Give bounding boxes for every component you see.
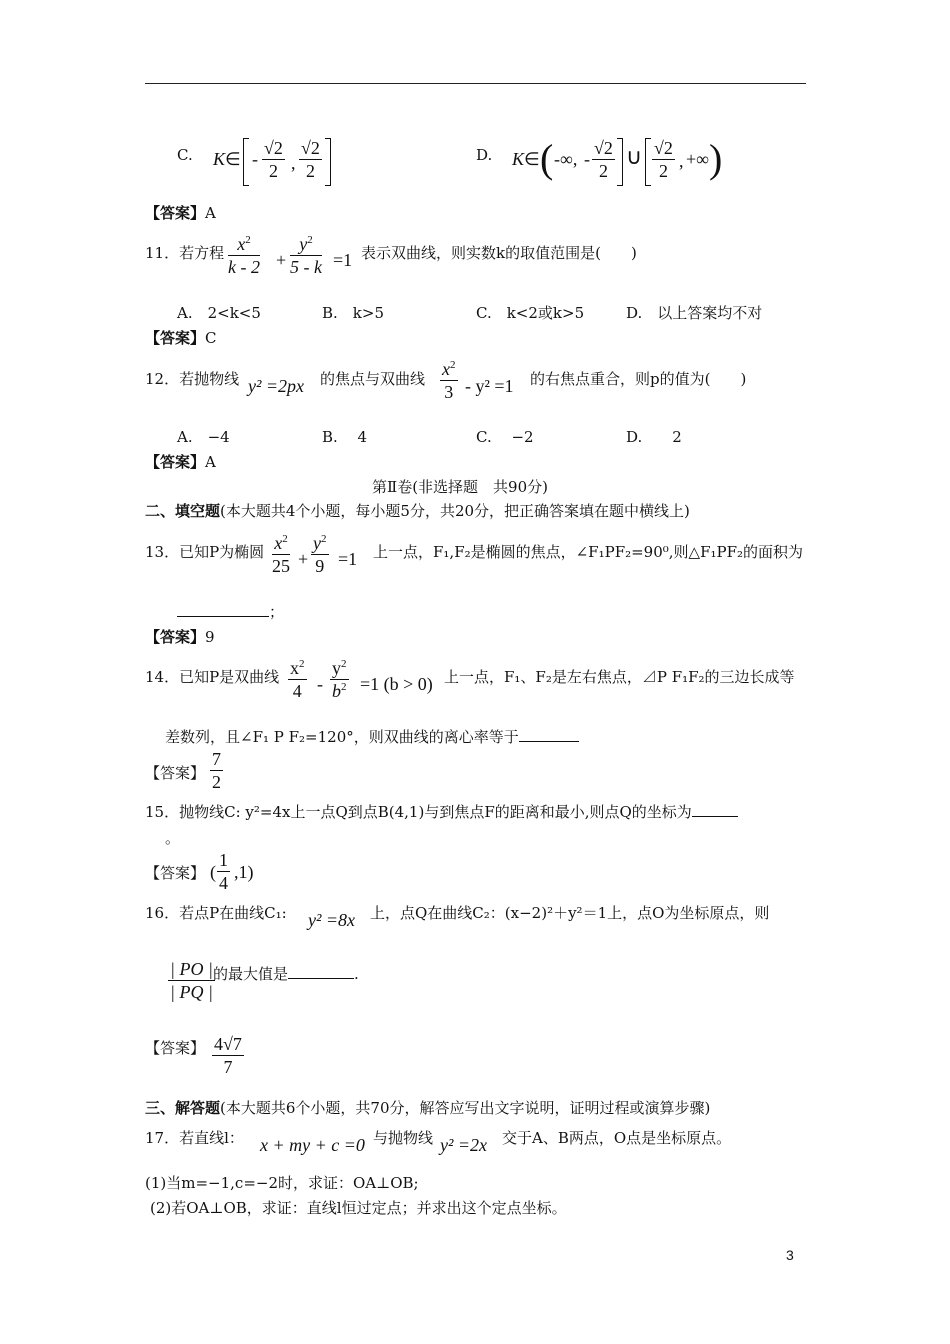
q10-c-frac1: $\frac{√2}{2}$ (264, 138, 283, 181)
q11-option-d: D. 以上答案均不对 (626, 304, 763, 322)
q16-answer-frac: $\frac{4√7}{7}$ (214, 1034, 242, 1077)
q10-d-comma: , (679, 151, 684, 171)
q10-c-minus: - (252, 149, 258, 169)
q10-d-frac2: $\frac{√2}{2}$ (654, 138, 673, 181)
q14-cond: =1 (b > 0) (360, 674, 433, 694)
q13-suffix: 上一点，F₁,F₂是椭圆的焦点，∠F₁PF₂=90⁰,则△F₁PF₂的面积为 (373, 543, 804, 561)
q10-d-frac1: $\frac{√2}{2}$ (594, 138, 613, 181)
q12-minus-y2: - y² =1 (465, 376, 514, 396)
q14-line2: 差数列，且∠F₁ P F₂=120°，则双曲线的离心率等于 (165, 727, 579, 747)
q12-parabola: y² =2px (248, 376, 305, 396)
page-number: 3 (786, 1247, 794, 1263)
section2-title: 第Ⅱ卷(非选择题 共90分) (372, 478, 548, 496)
q13-frac1: $\frac{x^2}{25}$ (272, 533, 290, 576)
section-fill-heading: 二、填空题(本大题共4个小题，每小题5分，共20分，把正确答案填在题中横线上) (145, 502, 690, 520)
q10-d-left-bracket2 (645, 138, 651, 186)
q11-plus: + (276, 250, 287, 270)
q10-d-neg-inf: -∞, (554, 149, 578, 169)
q15-answer-frac: $\frac{1}{4}$ (219, 850, 228, 893)
q17-prefix: 17．若直线l： (145, 1129, 244, 1147)
q16-line2: 的最大值是 . (213, 965, 359, 983)
q16-answer-label: 【答案】 (145, 1039, 206, 1057)
q10-c-comma: , (291, 153, 296, 173)
q13-blank-line: ； (177, 602, 284, 622)
q15-line2: 。 (165, 829, 181, 847)
q11-eq1: =1 (333, 250, 353, 270)
q16-suffix: 上，点Q在曲线C₂：(x−2)²＋y²＝1上，点O为坐标原点，则 (370, 904, 770, 922)
q12-prefix: 12．若抛物线 (145, 370, 240, 388)
q12-suffix: 的右焦点重合，则p的值为( ) (530, 370, 747, 388)
q16-eq: y² =8x (308, 910, 356, 930)
q17-eq-parabola: y² =2x (440, 1135, 488, 1155)
q17-part2: (2)若OA⊥OB，求证：直线l恒过定点；并求出这个定点坐标。 (150, 1199, 567, 1217)
q14-answer-frac: $\frac{7}{2}$ (212, 749, 221, 792)
q11-frac2: $\frac{y^2}{5 - k}$ (290, 234, 322, 277)
q17-part1: (1)当m=−1,c=−2时，求证：OA⊥OB; (145, 1174, 419, 1192)
q15-answer-open: ( (210, 862, 216, 882)
q16-frac: $\frac{| PO |}{| PQ |}$ (170, 959, 213, 1002)
q16-prefix: 16．若点P在曲线C₁: (145, 904, 287, 922)
q10-d-minus: - (584, 149, 590, 169)
q14-suffix: 上一点，F₁、F₂是左右焦点，⊿P F₁F₂的三边长成等 (444, 668, 795, 686)
q13-answer: 【答案】9 (145, 628, 215, 646)
q11-option-a: A. 2<k<5 (177, 304, 261, 322)
q13-prefix: 13．已知P为椭圆 (145, 543, 265, 561)
q15-answer-label: 【答案】 (145, 864, 206, 882)
q10-d-right-bracket (617, 138, 623, 186)
q11-option-c: C. k<2或k>5 (476, 304, 585, 322)
q12-middle: 的焦点与双曲线 (320, 370, 426, 388)
q11-frac1: $\frac{x^2}{k - 2}$ (228, 234, 260, 277)
q11-suffix: 表示双曲线，则实数k的取值范围是( ) (361, 244, 637, 262)
q11-option-b: B. k>5 (322, 304, 384, 322)
header-rule (145, 83, 806, 84)
q17-middle: 与抛物线 (373, 1129, 434, 1147)
q12-option-a: A. −4 (177, 428, 230, 446)
q17-suffix: 交于A、B两点，O点是坐标原点。 (502, 1129, 732, 1147)
q12-frac: $\frac{x^2}{3}$ (442, 359, 456, 402)
q12-option-b: B. 4 (322, 428, 368, 446)
q10-option-d-label: D. (476, 146, 493, 164)
q12-option-d: D. 2 (626, 428, 682, 446)
q11-prefix: 11．若方程 (145, 244, 225, 262)
section-solve-heading: 三、解答题(本大题共6个小题，共70分，解答应写出文字说明，证明过程或演算步骤) (145, 1099, 711, 1117)
q15-answer-close: ,1) (234, 862, 254, 882)
q13-frac2: $\frac{y^2}{9}$ (313, 533, 327, 576)
q14-answer-label: 【答案】 (145, 764, 206, 782)
q10-option-c-math: K∈ (213, 149, 241, 169)
q10-d-pos-inf: +∞ (686, 149, 709, 169)
q10-c-left-bracket (243, 138, 249, 186)
q10-d-right-paren: ) (709, 136, 723, 181)
q10-answer: 【答案】A (145, 204, 216, 222)
q10-option-d-math: K∈ (512, 149, 540, 169)
q13-plus: + (298, 549, 309, 569)
q14-frac1: $\frac{x^2}{4}$ (290, 658, 305, 701)
q10-option-c-label: C. (177, 146, 193, 164)
q11-answer: 【答案】C (145, 329, 217, 347)
q15-text: 15．抛物线C: y²=4x上一点Q到点B(4,1)与到焦点F的距离和最小,则点Q的坐标为 (145, 802, 738, 822)
q12-answer: 【答案】A (145, 453, 216, 471)
q10-d-union: ∪ (626, 144, 643, 169)
q12-option-c: C. −2 (476, 428, 534, 446)
q14-minus: - (317, 674, 323, 694)
q17-eq-line: x + my + c =0 (260, 1135, 365, 1155)
q10-c-frac2: $\frac{√2}{2}$ (301, 138, 320, 181)
q13-eq1: =1 (338, 549, 358, 569)
q10-c-right-bracket (325, 138, 331, 186)
q10-d-left-paren: ( (540, 136, 554, 181)
q14-prefix: 14．已知P是双曲线 (145, 668, 280, 686)
q14-frac2: $\frac{y^2}{b^2}$ (332, 658, 347, 701)
